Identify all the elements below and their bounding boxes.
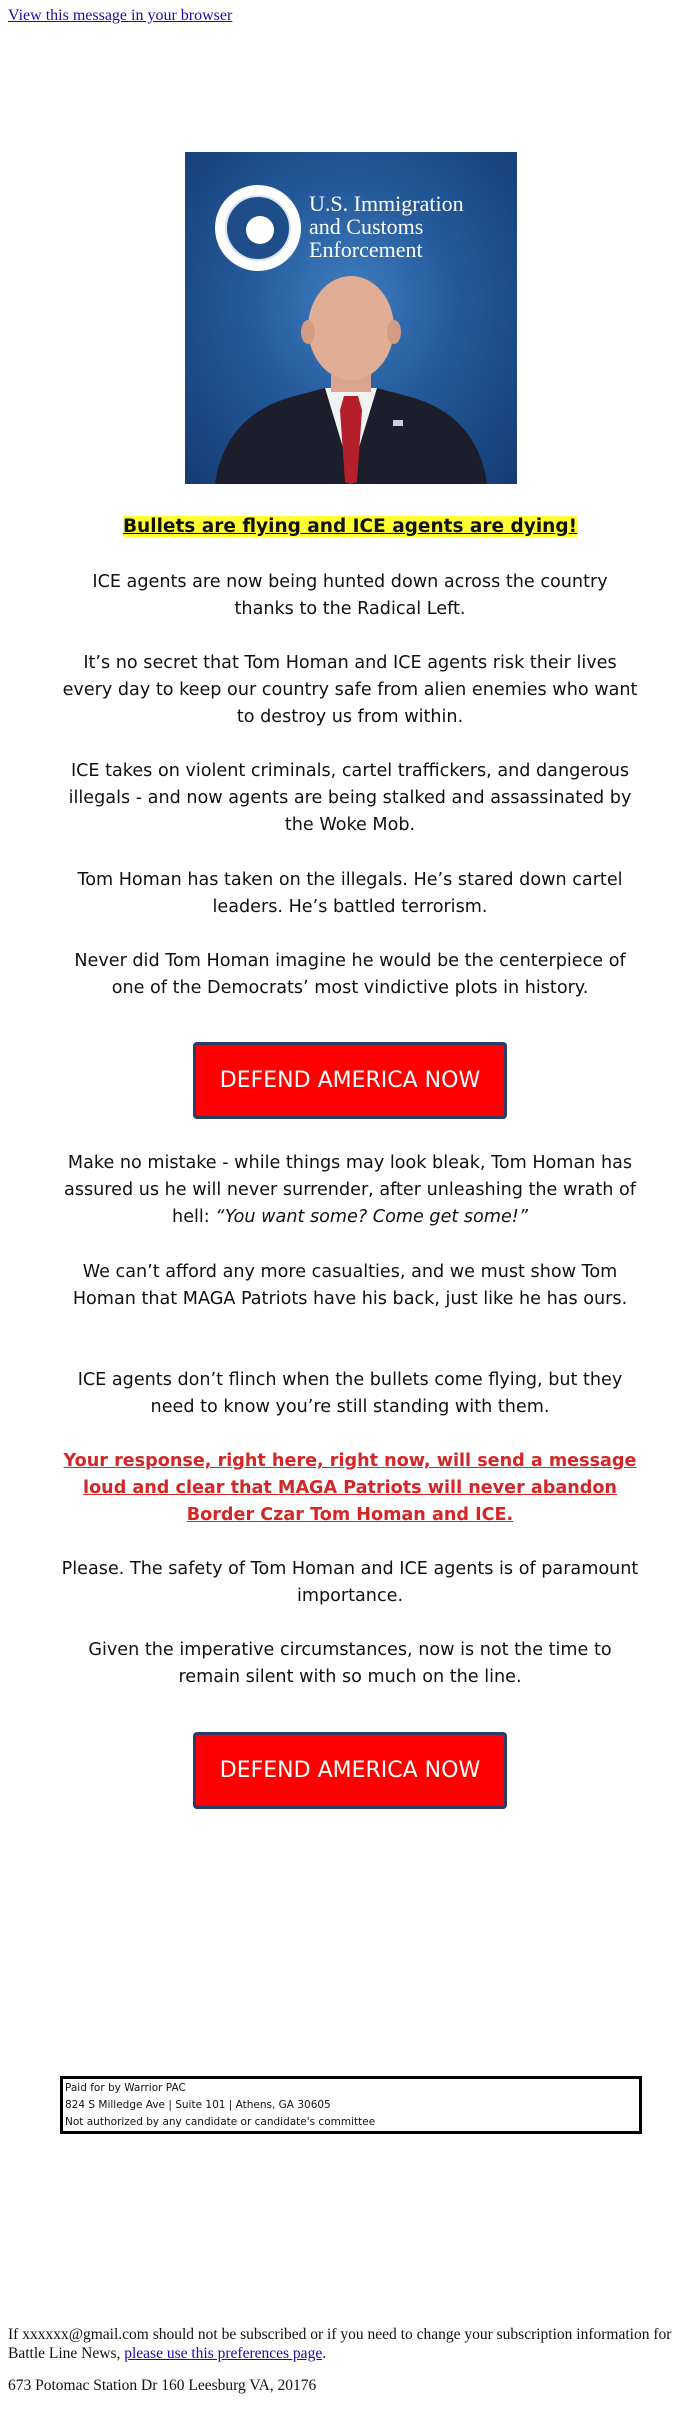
paid-for-disclaimer — [60, 2076, 642, 2134]
disclaimer-line-1: Paid for by Warrior PAC — [65, 2082, 186, 2094]
paragraph-1: ICE agents are now being hunted down across the country thanks to the Radical Left. — [92, 572, 608, 619]
paragraph-10: Please. The safety of Tom Homan and ICE agents is of paramount importance. — [61, 1559, 639, 1606]
paragraph-2: It’s no secret that Tom Homan and ICE agents risk their lives every day to keep our country safe from alien enemies who want to destroy us from within. — [62, 653, 638, 727]
paragraph-6 — [60, 1150, 640, 1231]
disclaimer-line-2: 824 S Milledge Ave | Suite 101 | Athens, GA 30605 — [65, 2099, 331, 2111]
defend-america-button[interactable]: DEFEND AMERICA NOW — [193, 1042, 507, 1119]
ear-left — [301, 320, 315, 344]
paragraph-6-text: Make no mistake - while things may look bleak, Tom Homan has assured us he will never surrender, after unleashing the wrath of hell: — [64, 1153, 636, 1227]
homan-quote: “You want some? Come get some!” — [215, 1207, 528, 1227]
view-in-browser-link[interactable]: View this message in your browser — [8, 7, 233, 24]
headline — [60, 513, 640, 540]
preferences-link[interactable]: please use this preferences page — [124, 2345, 323, 2362]
head-shape — [308, 276, 394, 380]
paragraph-9 — [60, 1448, 640, 1529]
paragraph-4: Tom Homan has taken on the illegals. He’s stared down cartel leaders. He’s battled terrorism. — [77, 870, 623, 917]
mailing-address: 673 Potomac Station Dr 160 Leesburg VA, 20176 — [8, 2377, 317, 2394]
response-link[interactable]: Your response, right here, right now, will send a message loud and clear that MAGA Patriots will never abandon Border Czar Tom Homan and ICE. — [63, 1451, 637, 1525]
subscription-note-end: . — [322, 2345, 327, 2362]
paragraph-8: ICE agents don’t flinch when the bullets come flying, but they need to know you’re still standing with them. — [77, 1370, 623, 1417]
hero-image — [185, 152, 517, 484]
paragraph-5: Never did Tom Homan imagine he would be the centerpiece of one of the Democrats’ most vindictive plots in history. — [74, 951, 626, 998]
defend-america-button-2[interactable]: DEFEND AMERICA NOW — [193, 1732, 507, 1809]
disclaimer-line-3: Not authorized by any candidate or candidate's committee — [65, 2116, 376, 2128]
agency-line-2: and Customs — [309, 214, 424, 239]
subscription-note — [8, 2325, 688, 2363]
headline-text: Bullets are flying and ICE agents are dying! — [122, 516, 578, 537]
subscription-note-text: If xxxxxx@gmail.com should not be subscribed or if you need to change your subscription information for Battle Line News, — [8, 2326, 672, 2362]
ear-right — [387, 320, 401, 344]
paragraph-11: Given the imperative circumstances, now is not the time to remain silent with so much on the line. — [88, 1640, 612, 1687]
agency-line-3: Enforcement — [309, 237, 423, 262]
lapel-pin — [393, 420, 403, 426]
agency-line-1: U.S. Immigration — [309, 191, 464, 216]
paragraph-7: We can’t afford any more casualties, and we must show Tom Homan that MAGA Patriots have his back, just like he has ours. — [72, 1262, 628, 1309]
paragraph-3: ICE takes on violent criminals, cartel traffickers, and dangerous illegals - and now agents are being stalked and assassinated by the Woke Mob. — [68, 761, 632, 835]
official-portrait — [185, 152, 517, 484]
